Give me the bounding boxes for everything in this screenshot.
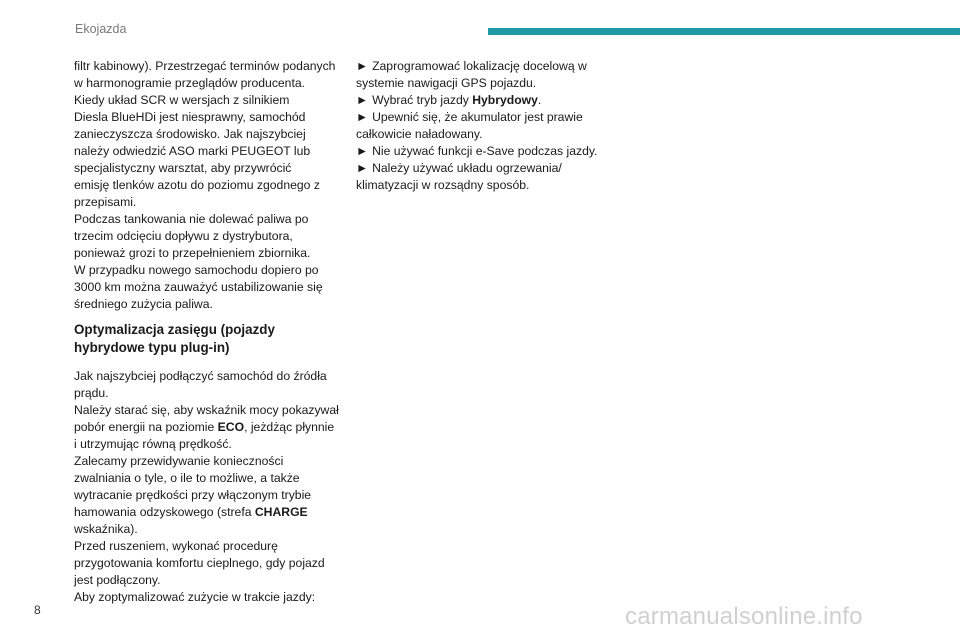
paragraph-scr: Kiedy układ SCR w wersjach z silnikiem Diesla BlueHDi jest niesprawny, samochód zanieczyszcza środowisko. Jak najszybciej należy odwiedzić ASO marki PEUGEOT lub specjalistyczny warsztat, aby przywrócić emisję tlenków azotu do poziomu zgodnego z przepisami. <box>74 93 320 209</box>
paragraph-refuelling: Podczas tankowania nie dolewać paliwa po trzecim odcięciu dopływu z dystrybutora, ponieważ grozi to przepełnieniem zbiornika. <box>74 212 311 260</box>
header-accent-bar <box>488 28 960 35</box>
bullet-gps-destination: ► Zaprogramować lokalizację docelową w systemie nawigacji GPS pojazdu. <box>356 59 587 90</box>
bullet-battery-charged: ► Upewnić się, że akumulator jest prawie całkowicie naładowany. <box>356 110 583 141</box>
page-number: 8 <box>34 603 41 617</box>
watermark: carmanualsonline.info <box>625 603 863 630</box>
right-column <box>356 58 646 194</box>
bullet-arrow-icon: ► <box>356 110 369 124</box>
paragraph-thermal-comfort: Przed ruszeniem, wykonać procedurę przygotowania komfortu cieplnego, gdy pojazd jest podłączony. <box>74 539 325 587</box>
bullet-no-esave: ► Nie używać funkcji e-Save podczas jazdy. <box>356 144 598 158</box>
left-column <box>74 58 354 606</box>
paragraph-new-vehicle: W przypadku nowego samochodu dopiero po 3000 km można zauważyć ustabilizowanie się średniego zużycia paliwa. <box>74 263 323 311</box>
paragraph-optimize-intro: Aby zoptymalizować zużycie w trakcie jazdy: <box>74 590 316 604</box>
charge-keyword: CHARGE <box>254 505 308 519</box>
bullet-arrow-icon: ► <box>356 93 369 107</box>
bullet-arrow-icon: ► <box>356 59 369 73</box>
section-heading-range-optimization: Optymalizacja zasięgu (pojazdy hybrydowe typu plug-in) <box>74 322 275 355</box>
paragraph-connect-power: Jak najszybciej podłączyć samochód do źródła prądu. <box>74 369 327 400</box>
paragraph-regenerative-braking: Zalecamy przewidywanie konieczności zwalniania o tyle, o ile to możliwe, a także wytracanie prędkości przy włączonym trybie hamowania odzyskowego (strefa CHARGE wskaźnika). <box>74 454 312 536</box>
paragraph-maintenance: filtr kabinowy). Przestrzegać terminów podanych w harmonogramie przeglądów producenta. <box>74 59 336 90</box>
bullet-climate-control: ► Należy używać układu ogrzewania/ klimatyzacji w rozsądny sposób. <box>356 161 562 192</box>
bullet-arrow-icon: ► <box>356 161 369 175</box>
hybrid-mode-keyword: Hybrydowy <box>472 93 538 107</box>
bullet-hybrid-mode: ► Wybrać tryb jazdy Hybrydowy. <box>356 93 542 107</box>
paragraph-eco-indicator: Należy starać się, aby wskaźnik mocy pokazywał pobór energii na poziomie ECO, jeżdżąc płynnie i utrzymując równą prędkość. <box>74 403 339 451</box>
header-section-title: Ekojazda <box>75 22 127 36</box>
eco-keyword: ECO <box>217 420 245 434</box>
bullet-arrow-icon: ► <box>356 144 369 158</box>
